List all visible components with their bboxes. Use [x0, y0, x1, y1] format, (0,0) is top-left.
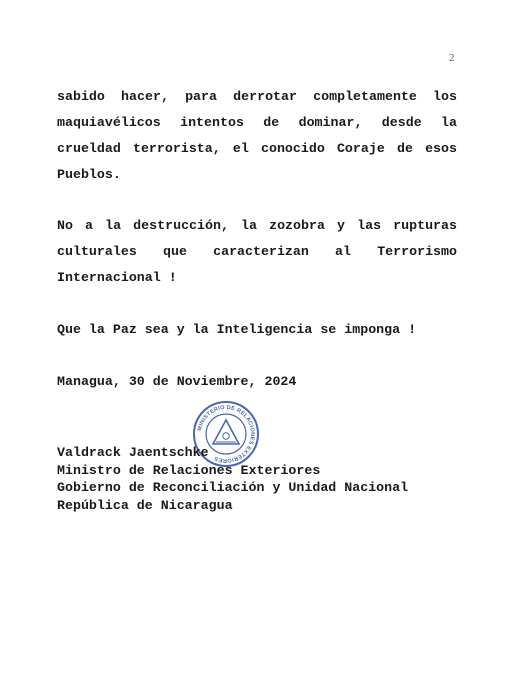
text-line: No a la destrucción, la zozobra y las rupturas	[57, 218, 457, 233]
svg-text:MINISTERIO DE RELACIONES EXTER: MINISTERIO DE RELACIONES EXTERIORES	[197, 404, 256, 464]
text-line: maquiavélicos intentos de dominar, desde la	[57, 115, 457, 130]
signature-block	[57, 444, 408, 514]
paragraph-closing-courage	[57, 84, 457, 188]
paragraph-peace	[57, 317, 457, 343]
paragraph-no-destruction	[57, 213, 457, 291]
government-name: Gobierno de Reconciliación y Unidad Nacional	[57, 480, 409, 495]
text-line: culturales que caracterizan al Terrorismo	[57, 244, 457, 259]
country-name: República de Nicaragua	[57, 497, 233, 513]
text-line: Internacional !	[57, 270, 177, 285]
signatory-name: Valdrack Jaentschke	[57, 445, 209, 460]
text-line: crueldad terrorista, el conocido Coraje de esos	[57, 141, 457, 156]
page-number: 2	[449, 52, 455, 64]
text-line: Managua, 30 de Noviembre, 2024	[57, 374, 297, 389]
signatory-title: Ministro de Relaciones Exteriores	[57, 462, 321, 478]
text-line: Que la Paz sea y la Inteligencia se imponga !	[57, 322, 417, 337]
text-line: sabido hacer, para derrotar completamente los	[57, 89, 457, 104]
date-line	[57, 369, 457, 395]
text-line: Pueblos.	[57, 167, 121, 182]
